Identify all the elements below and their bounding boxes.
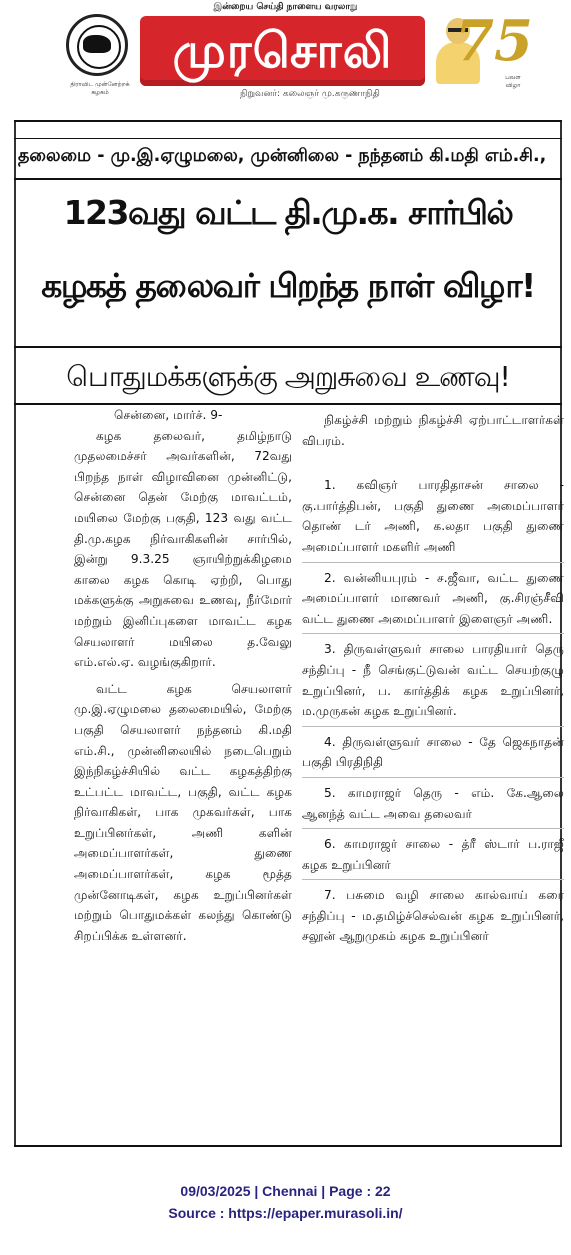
article-column-left bbox=[74, 405, 292, 952]
frame-left-border bbox=[14, 120, 16, 1145]
anniversary-number: 75 bbox=[455, 8, 533, 74]
party-seal-logo bbox=[66, 14, 130, 96]
list-item: 4. திருவள்ளுவர் சாலை - தே ஜெகநாதன் பகுதி பிரதிநிதி bbox=[302, 732, 564, 778]
article-subhead: பொதுமக்களுக்கு அறுசுவை உணவு! bbox=[66, 360, 510, 393]
list-item: 6. காமராஜர் சாலை - த்ரீ ஸ்டார் ப.ராஜீ கழக உறுப்பினர் bbox=[302, 834, 564, 880]
newspaper-logo: முரசொலி bbox=[140, 16, 425, 86]
headline-line-2: கழகத் தலைவர் பிறந்த நாள் விழா! bbox=[41, 266, 535, 305]
dateline: சென்னை, மார்ச். 9- bbox=[114, 408, 223, 422]
footer-date-page: 09/03/2025 | Chennai | Page : 22 bbox=[180, 1183, 391, 1199]
kicker-bottom-rule bbox=[14, 178, 562, 180]
organisers-intro: நிகழ்ச்சி மற்றும் நிகழ்ச்சி ஏற்பாட்டாளர்கள் விபரம். bbox=[302, 413, 564, 448]
list-item: 1. கவிஞர் பாரதிதாசன் சாலை - கு.பார்த்திபன், பகுதி துணை அமைப்பாளர் தொண் டர் அணி, க.லதா பகுதி துணை அமைப்பாளர் மகளிர் அணி bbox=[302, 475, 564, 562]
page-footer bbox=[0, 1180, 571, 1224]
bottom-rule bbox=[14, 1145, 562, 1147]
list-item: 5. காமராஜர் தெரு - எம். கே.ஆலை ஆனந்த் வட்ட அவை தலைவர் bbox=[302, 783, 564, 829]
headline-line-1: 123வது வட்ட தி.மு.க. சார்பில் bbox=[63, 193, 513, 232]
article-kicker: தலைமை - மு.இ.ஏழுமலை, முன்னிலை - நந்தனம் கி.மதி எம்.சி., bbox=[18, 146, 547, 166]
headline-bottom-rule bbox=[14, 346, 562, 348]
seal-text: திராவிட முன்னேற்றக் கழகம் bbox=[70, 81, 130, 96]
logo-subtitle: நிறுவனர்: கலைஞர் மு.கருணாநிதி bbox=[240, 89, 380, 99]
article-paragraph-1: கழக தலைவர், தமிழ்நாடு முதலமைச்சர் அவர்களின், 72வது பிறந்த நாள் விழாவினை முன்னிட்டு, சென்னை தென் மேற்கு மாவட்டம், மயிலை மேற்கு பகுதி, 123 வது வட்ட தி.மு.கழக நிர்வாகிகளின் சார்பில், இன்று 9.3.25 ஞாயிற்றுக்கிழமை காலை கழக கொடி ஏற்றி, பொது மக்களுக்கு அறுசுவை உணவு, நீர்மோர் மற்றும் இனிப்புகளை மாவட்ட கழக செயலாளர் மயிலை த.வேலு எம்.எல்.ஏ. வழங்குகிறார். bbox=[74, 428, 292, 670]
article-column-right bbox=[302, 410, 564, 956]
list-item: 3. திருவள்ளுவர் சாலை பாரதியார் தெரு சந்திப்பு - நீ செங்குட்டுவன் வட்ட செயற்குழு உறுப்பினர், ப. கார்த்திக் கழக உறுப்பினர், ம.முருகன் கழக உறுப்பினர். bbox=[302, 639, 564, 726]
kicker-top-rule bbox=[14, 138, 562, 139]
footer-source-link[interactable]: Source : https://epaper.murasoli.in/ bbox=[168, 1205, 403, 1221]
top-rule bbox=[14, 120, 562, 122]
article-paragraph-2: வட்ட கழக செயலாளர் மு.இ.ஏழுமலை தலைமையில், மேற்கு பகுதி செயலாளர் நந்தனம் கி.மதி எம்.சி., முன்னிலையில் நடைபெறும் இந்நிகழ்ச்சியில் வட்ட கழகத்திற்கு உட்பட்ட மாவட்ட, பகுதி, வட்ட கழக நிர்வாகிகள், பாக முகவர்கள், பாக உறுப்பினர்கள், அணி களின் அமைப்பாளர்கள், துணை அமைப்பாளர்கள், கழக மூத்த முன்னோடிகள், கழக உறுப்பினர்கள் மற்றும் பொதுமக்கள் கலந்து கொண்டு சிறப்பிக்க உள்ளனர். bbox=[74, 681, 292, 943]
list-item: 7. பசுமை வழி சாலை கால்வாய் கரை சந்திப்பு - ம.தமிழ்ச்செல்வன் கழக உறுப்பினர், சலூன் ஆறுமுகம் கழக உறுப்பினர் bbox=[302, 888, 564, 944]
bull-emblem-icon bbox=[83, 35, 111, 53]
anniversary-label: பவள விழா bbox=[505, 74, 521, 89]
list-item: 2. வன்னியபுரம் - ச.ஜீவா, வட்ட துணை அமைப்பாளர் மாணவர் அணி, கு.சிரஞ்சீவி வட்ட துணை அமைப்பாளர் இளைஞர் அணி. bbox=[302, 568, 564, 635]
masthead bbox=[0, 0, 571, 108]
masthead-tagline: இன்றைய செய்தி நாளைய வரலாறு bbox=[213, 2, 358, 12]
